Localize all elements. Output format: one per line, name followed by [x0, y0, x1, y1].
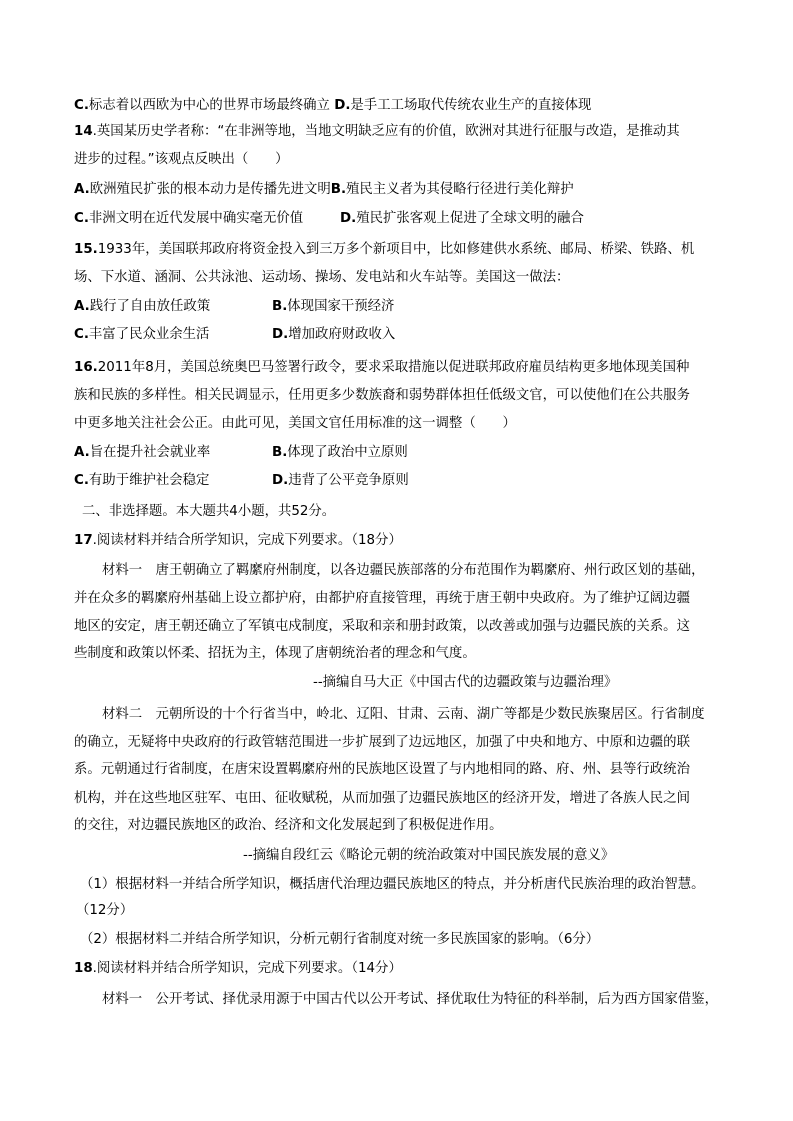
q13-option-d-label: D.: [334, 98, 351, 113]
q17-material2-line3: 系。元朝通过行省制度，在唐宋设置羁縻府州的民族地区设置了与内地相同的路、府、州、县等行政统治: [74, 762, 690, 777]
q15-option-d-text: 增加政府财政收入: [288, 327, 396, 342]
q16-options-cd: [74, 471, 734, 491]
q17-subquestion-1: （1）根据材料一并结合所学知识，概括唐代治理边疆民族地区的特点，并分析唐代民族治理的政治智慧。: [80, 877, 705, 892]
q16-option-b-label: B.: [272, 445, 288, 460]
q14-number: 14: [74, 124, 93, 139]
q14-option-b-text: 殖民主义者为其侵略行径进行美化辩护: [346, 182, 574, 197]
q17-material1-line1: 材料一 唐王朝确立了羁縻府州制度，以各边疆民族部落的分布范围作为羁縻府、州行政区划的基础，: [102, 563, 705, 578]
q15-stem-text2: 场、下水道、涵洞、公共泳池、运动场、操场、发电站和火车站等。美国这一做法：: [74, 270, 570, 285]
section-heading: 二、非选择题。本大题共4小题，共52分。: [82, 504, 336, 519]
q13-option-d-text: 是手工工场取代传统农业生产的直接体现: [350, 98, 592, 113]
q17-material1-line2: 并在众多的羁縻府州基础上设立都护府，由都护府直接管理，再统于唐王朝中央政府。为了维护辽阔边疆: [74, 591, 690, 606]
q14-options-ab: [74, 180, 734, 200]
q14-option-a-label: A.: [74, 182, 90, 197]
q17-subquestion-2: （2）根据材料二并结合所学知识，分析元朝行省制度对统一多民族国家的影响。（6分）: [80, 932, 600, 947]
q14-option-c-text: 非洲文明在近代发展中确实毫无价值: [88, 211, 304, 226]
q14-stem-text1: .英国某历史学者称：“在非洲等地，当地文明缺乏应有的价值，欧洲对其进行征服与改造，是推动其: [92, 124, 680, 139]
q16-stem-text1: 2011年8月，美国总统奥巴马签署行政令，要求采取措施以促进联邦政府雇员结构更多地体现美国种: [97, 360, 690, 375]
q15-options-cd: [74, 325, 734, 345]
q17-material1-source: --摘编自马大正《中国古代的边疆政策与边疆治理》: [313, 675, 618, 690]
q16-stem-line3: [74, 414, 734, 434]
q15-option-d-label: D.: [272, 327, 289, 342]
q14-stem-line1: [74, 122, 734, 142]
q16-option-d-label: D.: [272, 473, 289, 488]
q15-option-b-text: 体现国家干预经济: [287, 299, 395, 314]
q14-option-a-text: 欧洲殖民扩张的根本动力是传播先进文明: [89, 182, 331, 197]
q17-material2-line4: 机构，并在这些地区驻军、屯田、征收赋税，从而加强了边疆民族地区的经济开发，增进了各族人民之间: [74, 791, 690, 806]
q17-stem-text: .阅读材料并结合所学知识，完成下列要求。（18分）: [92, 533, 402, 548]
q17-material2-source: --摘编自段红云《略论元朝的统治政策对中国民族发展的意义》: [243, 848, 615, 863]
q14-option-d-text: 殖民扩张客观上促进了全球文明的融合: [356, 211, 584, 226]
q14-options-cd: [74, 209, 734, 229]
q16-option-b-text: 体现了政治中立原则: [287, 445, 408, 460]
q16-stem-text3: 中更多地关注社会公正。由此可见，美国文官任用标准的这一调整（ ）: [74, 416, 516, 431]
q15-options-ab: [74, 297, 734, 317]
q16-option-d-text: 违背了公平竞争原则: [288, 473, 409, 488]
q18-number: 18: [74, 961, 93, 976]
q14-option-c-label: C.: [74, 211, 89, 226]
q17-subquestion-1-score: （12分）: [76, 903, 134, 918]
q16-stem-line2: [74, 386, 734, 406]
q14-option-b-label: B.: [330, 182, 347, 197]
q15-option-b-label: B.: [272, 299, 288, 314]
q14-stem-line2: [74, 150, 734, 170]
q17-material2-line5: 的交往，对边疆民族地区的政治、经济和文化发展起到了积极促进作用。: [74, 818, 503, 833]
q16-option-c-text: 有助于维护社会稳定: [88, 473, 210, 488]
q15-option-c-label: C.: [74, 327, 89, 342]
q16-number: 16.: [74, 360, 98, 375]
q17-material1-line4: 些制度和政策以怀柔、招抚为主，体现了唐朝统治者的理念和气度。: [74, 646, 476, 661]
q17-material2-line2: 的确立，无疑将中央政府的行政管辖范围进一步扩展到了边远地区，加强了中央和地方、中原和边疆的联: [74, 735, 690, 750]
q14-option-d-label: D.: [340, 211, 357, 226]
q17-material2-line1: 材料二 元朝所设的十个行省当中，岭北、辽阳、甘肃、云南、湖广等都是少数民族聚居区。行省制度: [102, 707, 705, 722]
q16-stem-text2: 族和民族的多样性。相关民调显示，任用更多少数族裔和弱势群体担任低级文官，可以使他们在公共服务: [74, 388, 690, 403]
q18-stem-text: .阅读材料并结合所学知识，完成下列要求。（14分）: [92, 961, 402, 976]
q15-option-a-label: A.: [74, 299, 90, 314]
q15-number: 15.: [74, 242, 98, 257]
q13-option-c-label: C.: [74, 98, 89, 113]
q15-option-a-text: 践行了自由放任政策: [89, 299, 211, 314]
q13-options-cd: [74, 96, 734, 116]
q17-stem: [74, 531, 734, 551]
q17-number: 17: [74, 533, 93, 548]
q18-stem: [74, 959, 734, 979]
q15-stem-line2: [74, 268, 734, 288]
q16-stem-line1: [74, 358, 734, 378]
q16-option-a-text: 旨在提升社会就业率: [89, 445, 211, 460]
q16-options-ab: [74, 443, 734, 463]
q15-stem-line1: [74, 240, 734, 260]
q15-stem-text1: 1933年，美国联邦政府将资金投入到三万多个新项目中，比如修建供水系统、邮局、桥梁、铁路、机: [97, 242, 695, 257]
q16-option-c-label: C.: [74, 473, 89, 488]
q15-option-c-text: 丰富了民众业余生活: [88, 327, 210, 342]
q16-option-a-label: A.: [74, 445, 90, 460]
q18-material1-line1: 材料一 公开考试、择优录用源于中国古代以公开考试、择优取仕为特征的科举制，后为西方国家借鉴，: [102, 992, 718, 1007]
q13-option-c-text: 标志着以西欧为中心的世界市场最终确立: [88, 98, 330, 113]
q14-stem-text2: 进步的过程。”该观点反映出（ ）: [74, 152, 289, 167]
q17-material1-line3: 地区的安定，唐王朝还确立了军镇屯戍制度，采取和亲和册封政策，以改善或加强与边疆民族的关系。这: [74, 619, 690, 634]
